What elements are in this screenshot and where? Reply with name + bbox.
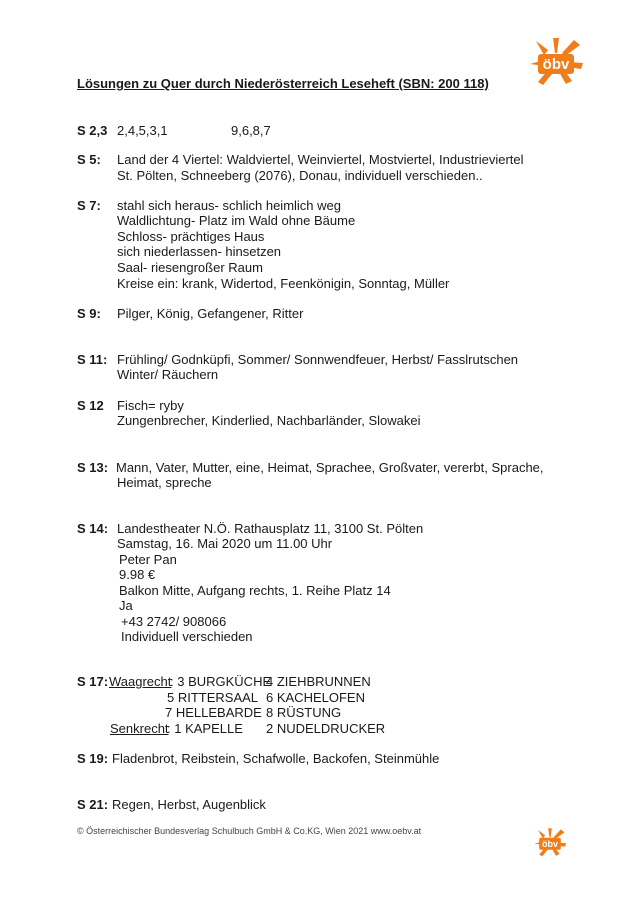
answer-line: Pilger, König, Gefangener, Ritter — [117, 306, 304, 321]
answer-line: Kreise ein: krank, Widertod, Feenkönigin, Sonntag, Müller — [117, 276, 450, 291]
footer-copyright: © Österreichischer Bundesverlag Schulbuch GmbH & Co.KG, Wien 2021 www.oebv.at — [77, 826, 422, 836]
section-label: S 19: — [77, 751, 109, 766]
senkrecht-label: Senkrecht — [110, 721, 169, 736]
answer-line: Ja — [119, 598, 133, 613]
answer-line: stahl sich heraus- schlich heimlich weg — [117, 198, 341, 213]
answer-line: St. Pölten, Schneeberg (2076), Donau, individuell verschieden.. — [117, 168, 483, 183]
answer-line: Heimat, spreche — [117, 475, 212, 490]
answer-line: Frühling/ Godnküpfi, Sommer/ Sonnwendfeuer, Herbst/ Fasslrutschen — [117, 352, 519, 367]
section-label: S 11: — [77, 352, 108, 367]
section-label: S 21: — [77, 797, 109, 812]
crossword-answer: 2 NUDELDRUCKER — [266, 721, 386, 736]
section-label: S 2,3 — [77, 123, 108, 138]
answer-line: Regen, Herbst, Augenblick — [112, 797, 266, 812]
crossword-answer: 6 KACHELOFEN — [266, 690, 365, 705]
crossword-answer: 4 ZIEHBRUNNEN — [266, 674, 371, 689]
logo-text: öbv — [541, 838, 559, 849]
answer-line: Waldlichtung- Platz im Wald ohne Bäume — [117, 213, 356, 228]
answer-line: Schloss- prächtiges Haus — [117, 229, 265, 244]
page-title: Lösungen zu Quer durch Niederösterreich Leseheft (SBN: 200 118) — [77, 76, 489, 91]
answer-line: Fladenbrot, Reibstein, Schafwolle, Backofen, Steinmühle — [112, 751, 440, 766]
oebv-logo-footer — [532, 826, 568, 858]
section-label: S 9: — [77, 306, 101, 321]
answer-line: Landestheater N.Ö. Rathausplatz 11, 3100 St. Pölten — [117, 521, 424, 536]
crossword-answer: 7 HELLEBARDE — [165, 705, 262, 720]
waagrecht-label: Waagrecht — [109, 674, 172, 689]
section-label: S 5: — [77, 152, 101, 167]
section-label: S 17: — [77, 674, 109, 689]
crossword-answer: 5 RITTERSAAL — [167, 690, 259, 705]
crossword-answer: : 3 BURGKÜCHE — [170, 674, 272, 689]
answer-text: 9,6,8,7 — [231, 123, 271, 138]
answer-line: Land der 4 Viertel: Waldviertel, Weinviertel, Mostviertel, Industrieviertel — [117, 152, 524, 167]
crossword-answer: : 1 KAPELLE — [167, 721, 243, 736]
answer-line: Fisch= ryby — [117, 398, 184, 413]
section-label: S 12 — [77, 398, 104, 413]
answer-line: +43 2742/ 908066 — [121, 614, 227, 629]
answer-line: sich niederlassen- hinsetzen — [117, 244, 282, 259]
answer-text: 2,4,5,3,1 — [117, 123, 168, 138]
logo-text: öbv — [542, 56, 570, 73]
section-label: S 7: — [77, 198, 101, 213]
answer-line: Samstag, 16. Mai 2020 um 11.00 Uhr — [117, 536, 333, 551]
answer-line: Individuell verschieden — [121, 629, 253, 644]
answer-line: Winter/ Räuchern — [117, 367, 219, 382]
answer-line: Peter Pan — [119, 552, 177, 567]
oebv-logo — [526, 36, 586, 86]
answer-line: 9.98 € — [119, 567, 156, 582]
section-label: S 14: — [77, 521, 109, 536]
answer-line: Balkon Mitte, Aufgang rechts, 1. Reihe Platz 14 — [119, 583, 391, 598]
crossword-answer: 8 RÜSTUNG — [266, 705, 342, 720]
answer-line: Saal- riesengroßer Raum — [117, 260, 263, 275]
section-label: S 13: — [77, 460, 109, 475]
answer-line: Mann, Vater, Mutter, eine, Heimat, Sprachee, Großvater, vererbt, Sprache, — [116, 460, 544, 475]
answer-line: Zungenbrecher, Kinderlied, Nachbarländer, Slowakei — [117, 413, 421, 428]
